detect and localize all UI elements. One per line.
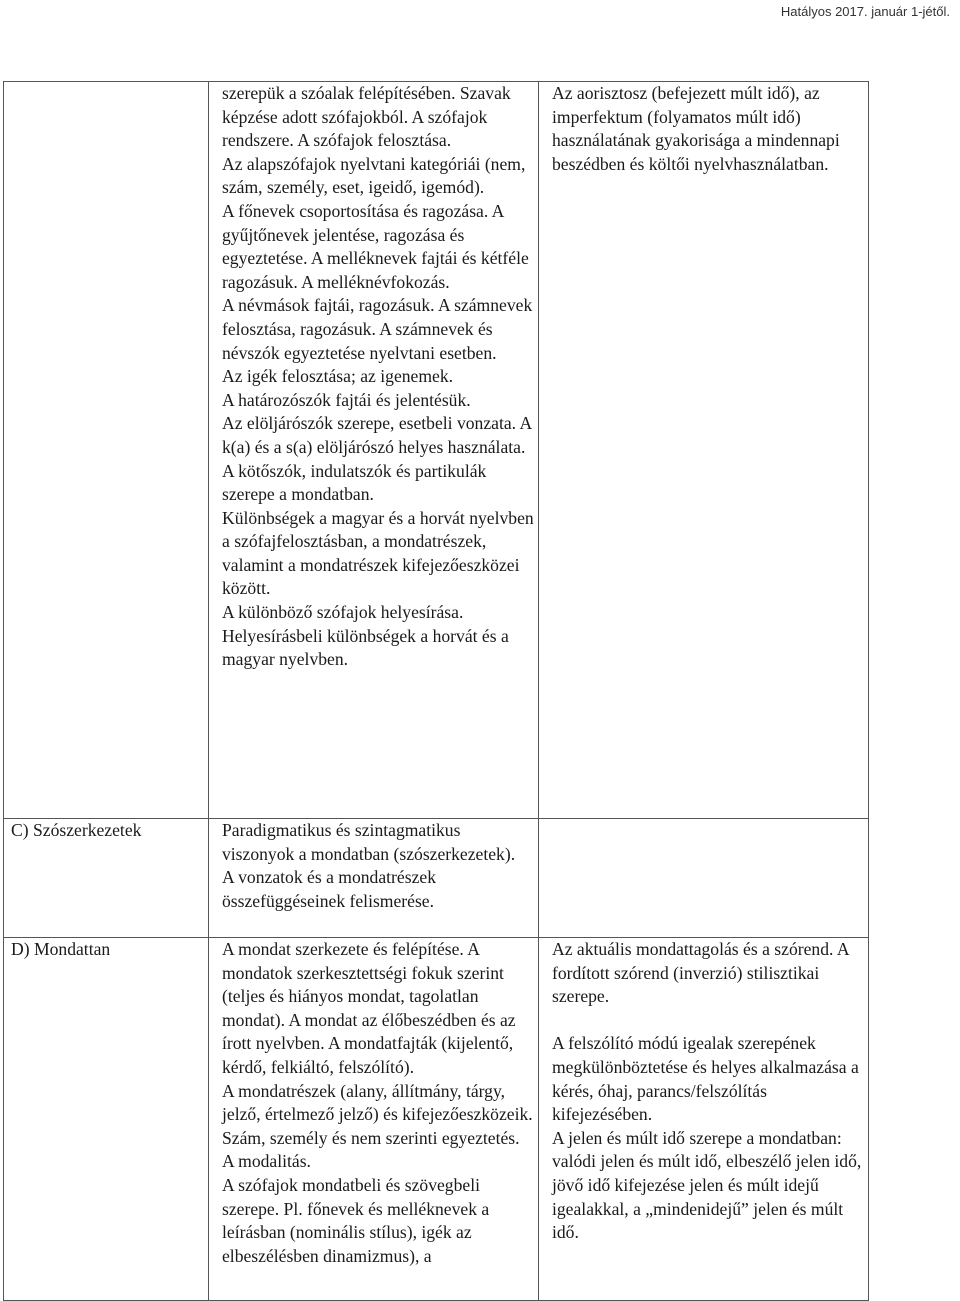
content-paragraph: Az elöljárószók szerepe, esetbeli vonzata. A k(a) és a s(a) elöljárószó helyes használata. A kötőszók, indulatszók és partikulák szerepe a mondatban. [222,413,532,505]
table-row [4,819,869,938]
content-paragraph: A főnevek csoportosítása és ragozása. A gyűjtőnevek jelentése, ragozása és egyeztetése. A melléknevek fajtái és kétféle ragozásuk. A melléknévfokozás. [222,200,529,292]
notes-cell [539,82,869,819]
notes-paragraph: A jelen és múlt idő szerepe a mondatban: valódi jelen és múlt idő, elbeszélő jelen idő, jövő idő kifejezése jelen és múlt idejű igealakkal, a „mindenidejű” jelen és múlt idő. [552,1127,862,1243]
content-paragraph: A mondat szerkezete és felépítése. A mondatok szerkesztettségi fokuk szerint (teljes és hiányos mondat, tagolatlan mondat). A mondat az élőbeszédben és az írott nyelvben. A mondatfajták (kijelentő, kérdő, felkiáltó, felszólító). [222,939,516,1077]
content-paragraph: A különböző szófajok helyesírása. Helyesírásbeli különbségek a horvát és a magyar nyelvben. [222,602,509,670]
topic-cell [4,819,209,938]
content-paragraph: A szófajok mondatbeli és szövegbeli szerepe. Pl. főnevek és melléknevek a leírásban (nominális stílus), igék az elbeszélésben dinamizmus), a [222,1174,490,1266]
page-header: Hatályos 2017. január 1-jétől. [780,4,950,19]
content-paragraph: A névmások fajtái, ragozásuk. A számnevek felosztása, ragozásuk. A számnevek és névszók egyeztetése nyelvtani esetben. [222,295,533,363]
curriculum-table [3,81,869,1301]
topic-cell [4,82,209,819]
content-paragraph: Az alapszófajok nyelvtani kategóriái (nem, szám, személy, eset, igeidő, igemód). [222,153,526,198]
topic-label: D) Mondattan [11,939,111,959]
topic-label: C) Szószerkezetek [11,820,142,840]
content-paragraph: A vonzatok és a mondatrészek összefüggéseinek felismerése. [222,867,436,911]
topic-cell [4,938,209,1301]
notes-paragraph: A felszólító módú igealak szerepének megkülönböztetése és helyes alkalmazása a kérés, óhaj, parancs/felszólítás kifejezésében. [552,1033,859,1125]
content-cell [209,819,539,938]
notes-cell [539,819,869,938]
content-paragraph: A mondatrészek (alany, állítmány, tárgy, jelző, értelmező jelző) és kifejezőeszközeik. Szám, személy és nem szerinti egyeztetés. A modalitás. [222,1080,533,1172]
content-paragraph: szerepük a szóalak felépítésében. Szavak képzése adott szófajokból. A szófajok rendszere. A szófajok felosztása. [222,83,511,151]
content-paragraph: Az igék felosztása; az igenemek. [222,366,454,387]
content-paragraph: Paradigmatikus és szintagmatikus viszonyok a mondatban (szószerkezetek). [222,820,516,864]
table-row [4,82,869,819]
content-paragraph: A határozószók fajtái és jelentésük. [222,389,471,410]
notes-paragraph: Az aktuális mondattagolás és a szórend. A fordított szórend (inverzió) stilisztikai szerepe. [552,939,849,1007]
content-cell [209,938,539,1301]
content-paragraph: Különbségek a magyar és a horvát nyelvben a szófajfelosztásban, a mondatrészek, valamint a mondatrészek kifejezőeszközei között. [222,507,534,599]
paragraph-spacer [552,1009,864,1033]
notes-cell [539,938,869,1301]
notes-paragraph: Az aorisztosz (befejezett múlt idő), az imperfektum (folyamatos múlt idő) használatának gyakorisága a mindennapi beszédben és költői nyelvhasználatban. [552,83,840,174]
table-row [4,938,869,1301]
content-cell [209,82,539,819]
